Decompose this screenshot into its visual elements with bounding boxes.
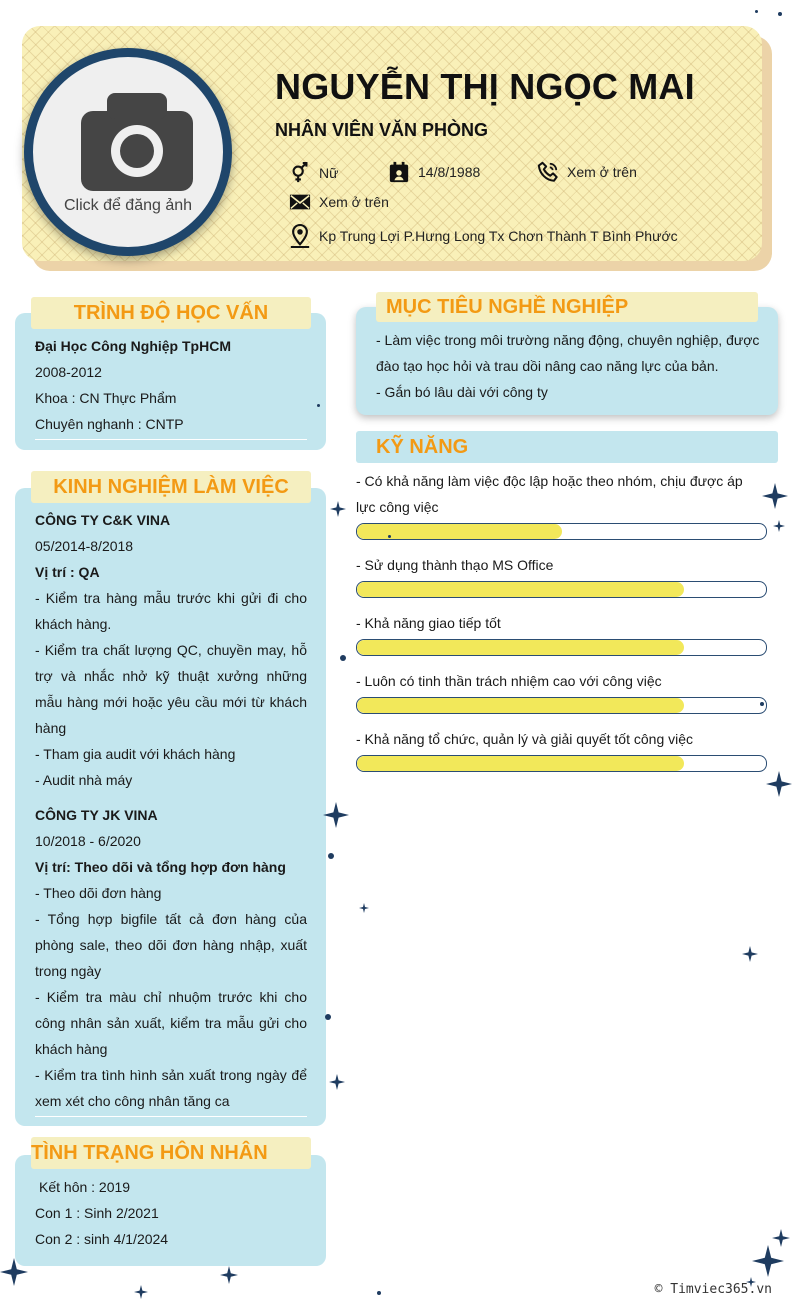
company-name: CÔNG TY JK VINA [35,807,158,823]
job-duty: - Tổng hợp bigfile tất cả đơn hàng của phòng sale, theo dõi đơn hàng nhập, xuất trong ngày [35,911,307,979]
email-value: Xem ở trên [319,194,389,210]
skill-label: - Có khả năng làm việc độc lập hoặc theo nhóm, chịu được áp lực công việc [356,473,743,515]
objective-title: MỤC TIÊU NGHỀ NGHIỆP [376,292,758,322]
star-icon [329,1071,345,1093]
address-value: Kp Trung Lợi P.Hưng Long Tx Chơn Thành T Bình Phước [319,228,678,244]
star-icon [323,800,349,830]
camera-icon [81,93,193,191]
skill-bar-fill [357,756,684,771]
major: Chuyên nghanh : CNTP [35,416,184,432]
company-name: CÔNG TY C&K VINA [35,512,171,528]
divider [35,1116,307,1117]
job-position: Vị trí: Theo dõi và tổng hợp đơn hàng [35,859,286,875]
job-position: Vị trí : QA [35,564,100,580]
avatar-upload[interactable] [24,48,232,256]
star-icon [330,497,346,521]
marital-content [35,1174,307,1252]
decor-dot [317,404,320,407]
star-icon [0,1253,28,1291]
phone-value: Xem ở trên [567,164,637,180]
full-name: NGUYỄN THỊ NGỌC MAI [275,66,695,107]
skill-bar-fill [357,698,684,713]
job-1 [35,507,307,793]
objective-line: - Làm việc trong môi trường năng động, chuyên nghiệp, được đào tạo học hỏi và trau dồi nâng cao năng lực của bản. [376,332,760,374]
decor-dot [325,1014,331,1020]
footer-copyright: © Timviec365.vn [654,1282,772,1297]
skill-bar [356,755,767,772]
gender-value: Nữ [319,165,339,181]
star-icon [742,943,758,965]
address-field [289,223,678,249]
gender-field [289,162,338,184]
job-duty: - Audit nhà máy [35,772,133,788]
decor-dot [760,702,764,706]
gender-icon [289,162,311,184]
calendar-icon [388,161,410,183]
email-field [289,193,389,211]
job-2 [35,802,307,1114]
marital-line: Con 1 : Sinh 2/2021 [35,1205,159,1221]
skill-bar [356,581,767,598]
star-icon [220,1265,238,1285]
job-duty: - Kiểm tra màu chỉ nhuộm trước khi cho công nhân sản xuất, kiểm tra mẫu gửi cho khách hàng [35,989,307,1057]
skill-bar-fill [357,582,684,597]
skill-label: - Sử dụng thành thạo MS Office [356,557,554,573]
marital-title: TÌNH TRẠNG HÔN NHÂN [31,1137,311,1169]
job-duty: - Kiểm tra hàng mẫu trước khi gửi đi cho khách hàng. [35,590,307,632]
avatar-upload-label: Click để đăng ảnh [63,197,193,214]
star-icon [134,1283,148,1301]
star-icon [766,769,792,799]
skill-label: - Luôn có tinh thần trách nhiệm cao với công việc [356,673,662,689]
education-title: TRÌNH ĐỘ HỌC VẤN [31,297,311,329]
birthday-field [388,161,480,183]
decor-dot [755,10,758,13]
decor-dot [377,1291,381,1295]
marital-line: Kết hôn : 2019 [39,1179,131,1195]
star-icon [359,901,369,915]
skill-bar [356,697,767,714]
job-duty: - Theo dõi đơn hàng [35,885,162,901]
phone-field [537,161,637,183]
phone-icon [537,161,559,183]
mail-icon [289,193,311,211]
marital-line: Con 2 : sinh 4/1/2024 [35,1231,169,1247]
job-title: NHÂN VIÊN VĂN PHÒNG [275,120,489,140]
education-content [35,333,307,437]
school-name: Đại Học Công Nghiệp TpHCM [35,338,231,354]
skills-title: KỸ NĂNG [376,435,469,458]
skill-bar-fill [357,640,684,655]
job-period: 05/2014-8/2018 [35,538,134,554]
divider [35,439,307,440]
skill-label: - Khả năng giao tiếp tốt [356,615,501,631]
decor-dot [340,655,346,661]
job-duty: - Tham gia audit với khách hàng [35,746,236,762]
star-icon [762,481,788,511]
location-pin-icon [289,223,311,249]
objective-line: - Gắn bó lâu dài với công ty [376,384,548,400]
skill-bar [356,639,767,656]
experience-title: KINH NGHIỆM LÀM VIỆC [31,471,311,503]
star-icon [773,518,785,534]
birthday-value: 14/8/1988 [418,164,481,180]
decor-dot [778,12,782,16]
faculty: Khoa : CN Thực Phẩm [35,390,177,406]
star-icon [772,1227,790,1249]
job-duty: - Kiểm tra chất lượng QC, chuyền may, hỗ trợ và nhắc nhở kỹ thuật xưởng những mẫu hàng mới hoặc yêu cầu mới từ khách hàng [35,642,307,736]
job-duty: - Kiểm tra tình hình sản xuất trong ngày để xem xét cho công nhân tăng ca [35,1067,307,1109]
decor-dot [388,535,391,538]
skill-bar [356,523,767,540]
education-years: 2008-2012 [35,364,102,380]
objective-content [376,327,762,405]
skill-label: - Khả năng tổ chức, quản lý và giải quyết tốt công việc [356,731,694,747]
decor-dot [328,853,334,859]
job-period: 10/2018 - 6/2020 [35,833,141,849]
